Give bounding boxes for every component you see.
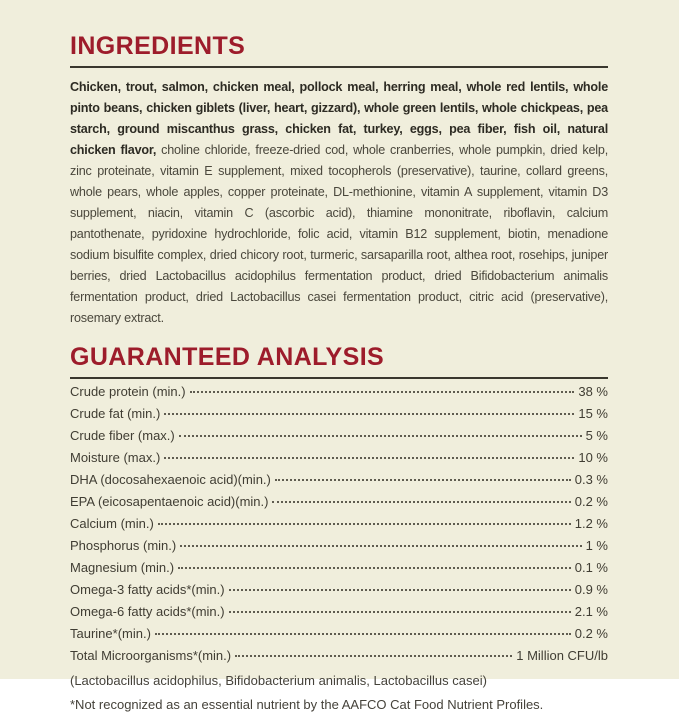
analysis-row <box>70 384 608 406</box>
nutrient-value: 0.3 % <box>574 472 608 487</box>
ingredients-heading: INGREDIENTS <box>70 32 246 60</box>
dotted-leader <box>229 589 571 591</box>
dotted-leader <box>155 633 571 635</box>
nutrient-label: Crude fat (min.) <box>70 406 161 421</box>
nutrient-value: 0.2 % <box>574 494 608 509</box>
dotted-leader <box>164 457 574 459</box>
guaranteed-analysis-table <box>70 384 608 688</box>
aafco-footnote: *Not recognized as an essential nutrient by the AAFCO Cat Food Nutrient Profiles. <box>70 697 544 712</box>
analysis-row <box>70 428 608 450</box>
microorganisms-subnote: (Lactobacillus acidophilus, Bifidobacterium animalis, Lactobacillus casei) <box>70 673 487 688</box>
dotted-leader <box>180 545 581 547</box>
dotted-leader <box>275 479 571 481</box>
nutrient-value: 1 % <box>585 538 608 553</box>
dotted-leader <box>158 523 571 525</box>
nutrient-label: Magnesium (min.) <box>70 560 175 575</box>
ingredients-primary-list: Chicken, trout, salmon, chicken meal, pollock meal, herring meal, whole red lentils, whole pinto beans, chicken giblets (liver, heart, gizzard), whole green lentils, whole chickpeas, pea starch, ground miscanthus grass, chicken fat, turkey, eggs, pea fiber, fish oil, natural chicken flavor, <box>70 80 608 157</box>
nutrient-value: 0.2 % <box>574 626 608 641</box>
analysis-row <box>70 406 608 428</box>
nutrient-label: Crude protein (min.) <box>70 384 186 399</box>
nutrient-value: 38 % <box>578 384 608 399</box>
dotted-leader <box>229 611 571 613</box>
nutrient-value: 0.9 % <box>574 582 608 597</box>
nutrient-value: 1.2 % <box>574 516 608 531</box>
dotted-leader <box>178 567 571 569</box>
nutrient-label: Taurine*(min.) <box>70 626 151 641</box>
ingredients-divider <box>70 66 608 68</box>
analysis-row <box>70 604 608 626</box>
nutrient-label: DHA (docosahexaenoic acid)(min.) <box>70 472 271 487</box>
guaranteed-analysis-heading: GUARANTEED ANALYSIS <box>70 343 385 371</box>
nutrient-label: Crude fiber (max.) <box>70 428 175 443</box>
nutrient-value: 15 % <box>578 406 608 421</box>
dotted-leader <box>164 413 574 415</box>
nutrient-label: Omega-3 fatty acids*(min.) <box>70 582 225 597</box>
dotted-leader <box>272 501 570 503</box>
nutrient-value: 0.1 % <box>574 560 608 575</box>
nutrient-label: Omega-6 fatty acids*(min.) <box>70 604 225 619</box>
analysis-row <box>70 582 608 604</box>
analysis-row <box>70 560 608 582</box>
dotted-leader <box>179 435 582 437</box>
nutrient-value: 2.1 % <box>574 604 608 619</box>
analysis-row <box>70 648 608 670</box>
nutrient-value: 10 % <box>578 450 608 465</box>
dotted-leader <box>235 655 512 657</box>
dotted-leader <box>190 391 575 393</box>
nutrient-label: EPA (eicosapentaenoic acid)(min.) <box>70 494 269 509</box>
ingredients-paragraph <box>70 77 608 329</box>
nutrient-label: Total Microorganisms*(min.) <box>70 648 232 663</box>
nutrient-label: Calcium (min.) <box>70 516 154 531</box>
analysis-row <box>70 472 608 494</box>
analysis-row <box>70 626 608 648</box>
analysis-row <box>70 494 608 516</box>
analysis-row <box>70 538 608 560</box>
nutrient-value: 1 Million CFU/lb <box>516 648 608 663</box>
nutrient-label: Moisture (max.) <box>70 450 161 465</box>
guaranteed-analysis-divider <box>70 377 608 379</box>
nutrient-value: 5 % <box>585 428 608 443</box>
ingredients-secondary-list: choline chloride, freeze-dried cod, whole cranberries, whole pumpkin, dried kelp, zinc proteinate, vitamin E supplement, mixed tocopherols (preservative), taurine, collard greens, whole pears, whole apples, copper proteinate, DL-methionine, vitamin A supplement, vitamin D3 supplement, niacin, vitamin C (ascorbic acid), thiamine mononitrate, riboflavin, calcium pantothenate, pyridoxine hydrochloride, folic acid, vitamin B12 supplement, biotin, menadione sodium bisulfite complex, dried chicory root, turmeric, sarsaparilla root, althea root, rosehips, juniper berries, dried Lactobacillus acidophilus fermentation product, dried Bifidobacterium animalis fermentation product, dried Lactobacillus casei fermentation product, citric acid (preservative), rosemary extract. <box>70 143 608 325</box>
analysis-row <box>70 450 608 472</box>
nutrient-label: Phosphorus (min.) <box>70 538 177 553</box>
analysis-row <box>70 516 608 538</box>
